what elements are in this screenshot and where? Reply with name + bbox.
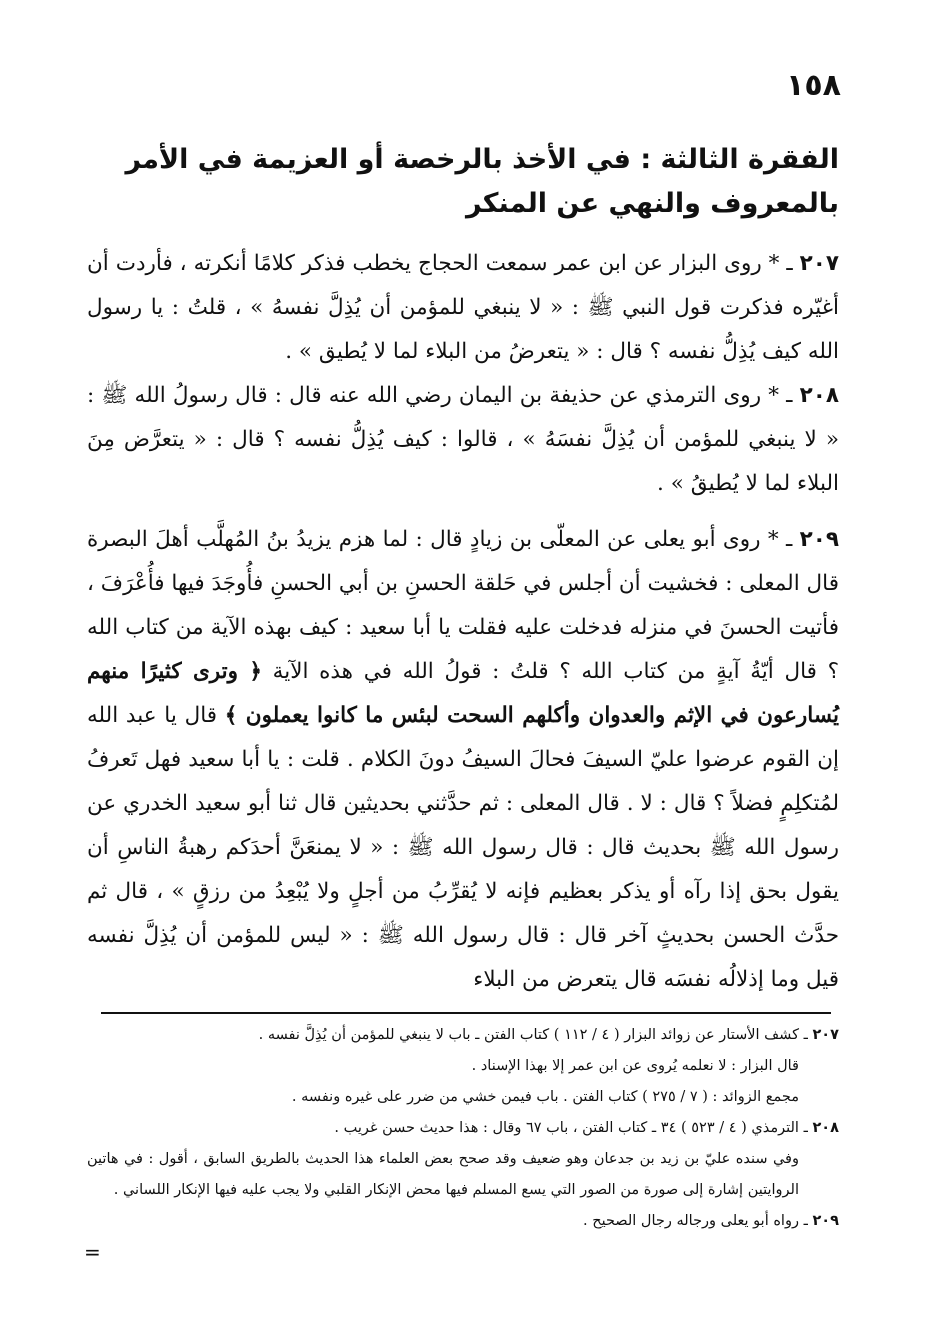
entry-number: ٢٠٨ bbox=[799, 383, 839, 408]
footnote-text: ـ كشف الأستار عن زوائد البزار ( ٤ / ١١٢ ) كتاب الفتن ـ باب لا ينبغي للمؤمن أن يُذِلَّ نفسه . bbox=[258, 1027, 813, 1043]
footnote-text: وفي سنده عليّ بن زيد بن جدعان وهو ضعيف وقد صحح بعض العلماء هذا الحديث بالطريق السابق ، أقول : في هاتين الروايتين إشارة إلى صورة من الصور التي يسع المسلم فيها محض الإنكار القلبي ولا يجب عليه فيها الإنكار اللساني . bbox=[87, 1151, 799, 1198]
entry-paragraph bbox=[87, 374, 839, 506]
footnote-number: ٢٠٩ bbox=[812, 1213, 839, 1229]
footnote-text: قال البزار : لا نعلمه يُروى عن ابن عمر إلا بهذا الإسناد . bbox=[471, 1058, 799, 1074]
footnote bbox=[87, 1113, 839, 1144]
continuation-mark: = bbox=[84, 1240, 101, 1264]
footnote bbox=[87, 1144, 839, 1206]
main-text bbox=[87, 242, 839, 1002]
footnote bbox=[87, 1206, 839, 1237]
entry-number: ٢٠٧ bbox=[799, 251, 839, 276]
footnote bbox=[87, 1082, 839, 1113]
footnote-text: مجمع الزوائد : ( ٧ / ٢٧٥ ) كتاب الفتن . باب فيمن خشي من ضرر على غيره ونفسه . bbox=[291, 1089, 799, 1105]
entry-text-continued: قال يا عبد الله إن القوم عرضوا عليّ السيفَ فحالَ السيفُ دونَ الكلام . قلت : يا أبا سعيد فهل تَعرفُ لمُتكلِمٍ فضلاً ؟ قال : لا . قال المعلى : ثم حدَّثني بحديثين قال ثنا أبو سعيد الخدري عن رسول الله ﷺ بحديث قال : قال رسول الله ﷺ : « لا يمنعَنَّ أحدَكم رهبةُ الناسِ أن يقول بحق إذا رآه أو يذكر بعظيم فإنه لا يُقرِّبُ من أجلٍ ولا يُبْعِدُ من رزقٍ » ، قال ثم حدَّث الحسن بحديثٍ آخر قال : قال رسول الله ﷺ : « ليس للمؤمن أن يُذِلَّ نفسه قيل وما إذلالُه نفسَه قال يتعرض من البلاء bbox=[87, 703, 839, 992]
entry-text: ـ * روى أبو يعلى عن المعلّى بن زيادٍ قال : لما هزم يزيدُ بنُ المُهلَّب أهلَ البصرة قال المعلى : فخشيت أن أجلس في حَلقة الحسنِ بن أبي الحسنِ فأُوجَدَ فيها فأُعْرَفَ ، فأتيت الحسنَ في منزله فدخلت عليه فقلت يا أبا سعيد : كيف بهذه الآية من كتاب الله ؟ قال أيّةُ آيةٍ من كتاب الله ؟ قلتُ : قولُ الله في هذه الآية bbox=[87, 527, 840, 684]
footnote bbox=[87, 1020, 839, 1051]
section-heading: الفقرة الثالثة : في الأخذ بالرخصة أو العزيمة في الأمر بالمعروف والنهي عن المنكر bbox=[125, 144, 839, 219]
entry-number: ٢٠٩ bbox=[799, 527, 839, 552]
footnotes bbox=[87, 1020, 839, 1237]
entry-text: ـ * روى البزار عن ابن عمر سمعت الحجاج يخطب فذكر كلامًا أنكرته ، فأردت أن أغيّره فذكرت قول النبي ﷺ : « لا ينبغي للمؤمن أن يُذِلَّ نفسهُ » ، قلتُ : يا رسول الله كيف يُذِلُّ نفسه ؟ قال : « يتعرضُ من البلاء لما لا يُطيق » . bbox=[87, 251, 839, 364]
footnote-number: ٢٠٧ bbox=[812, 1027, 839, 1043]
footnote-text: ـ رواه أبو يعلى ورجاله رجال الصحيح . bbox=[582, 1213, 813, 1229]
entry-paragraph bbox=[87, 518, 839, 1002]
footnote-number: ٢٠٨ bbox=[812, 1120, 839, 1136]
entry-text: ـ * روى الترمذي عن حذيفة بن اليمان رضي الله عنه قال : قال رسولُ الله ﷺ : « لا ينبغي للمؤمن أن يُذِلَّ نفسَهُ » ، قالوا : كيف يُذِلُّ نفسه ؟ قال : « يتعرَّض مِنَ البلاء لما لا يُطيقُ » . bbox=[87, 383, 839, 496]
quran-verse: ﴿ وترى كثيرًا منهم يُسارعون في الإثم والعدوان وأكلهم السحت لبئس ما كانوا يعملون ﴾ bbox=[87, 659, 840, 728]
footnote-separator bbox=[101, 1012, 831, 1014]
entry-paragraph bbox=[87, 242, 839, 374]
footnote-text: ـ الترمذي ( ٤ / ٥٢٣ ) ٣٤ ـ كتاب الفتن ، باب ٦٧ وقال : هذا حديث حسن غريب . bbox=[334, 1120, 813, 1136]
footnote bbox=[87, 1051, 839, 1082]
page-number: ١٥٨ bbox=[786, 68, 841, 103]
